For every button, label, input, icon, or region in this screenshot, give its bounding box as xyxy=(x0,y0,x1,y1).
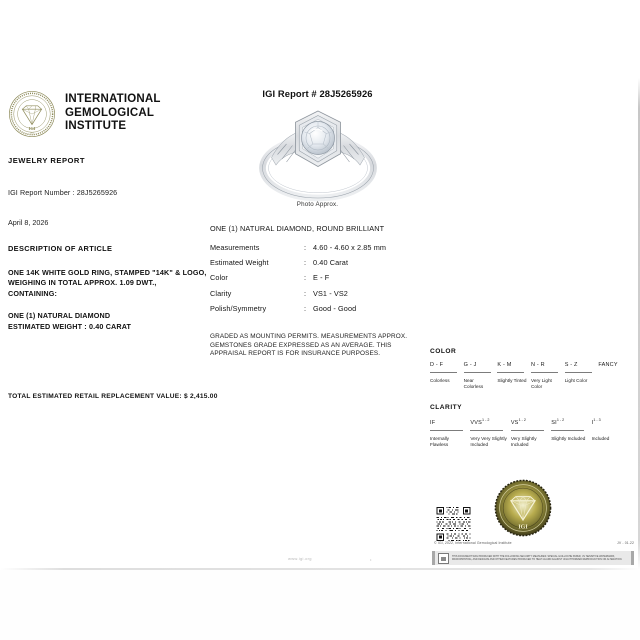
color-grade: K - M xyxy=(497,362,512,368)
color-grade: D - F xyxy=(430,362,444,368)
hologram-seal-icon xyxy=(492,478,554,538)
spec-separator: : xyxy=(304,258,307,268)
containing-line-1: ONE (1) NATURAL DIAMOND xyxy=(8,311,111,321)
stone-heading: ONE (1) NATURAL DIAMOND, ROUND BRILLIANT xyxy=(210,224,385,233)
org-line-2: GEMOLOGICAL xyxy=(65,106,155,119)
spec-label: Clarity xyxy=(210,288,232,298)
divider xyxy=(470,430,503,431)
color-grade-description: Near Colorless xyxy=(463,378,484,390)
spec-value: Good - Good xyxy=(313,303,357,313)
report-center-column xyxy=(210,88,425,359)
clarity-scale-column xyxy=(470,418,510,448)
disclaimer-line-3: APPRAISAL REPORT IS FOR INSURANCE PURPOSES. xyxy=(210,350,381,358)
divider xyxy=(430,430,463,431)
color-grade-description: Slightly Tinted xyxy=(497,378,527,383)
report-number-line: IGI Report Number : 28J5265926 xyxy=(8,188,118,197)
clarity-grade-range: 1 - 3 xyxy=(593,418,601,423)
color-grade: N - R xyxy=(531,362,545,368)
containing-block xyxy=(8,311,208,332)
table-row xyxy=(210,301,425,316)
color-grade: G - J xyxy=(463,362,477,368)
table-row xyxy=(210,270,425,285)
spec-label: Estimated Weight xyxy=(210,258,269,268)
clarity-grade xyxy=(470,418,507,426)
security-shield-icon xyxy=(438,553,449,564)
clarity-scale-title: CLARITY xyxy=(430,404,463,412)
disclaimer-line-1: GRADED AS MOUNTING PERMITS. MEASUREMENTS APPROX. xyxy=(210,332,408,340)
clarity-grade-text: SI xyxy=(551,420,557,427)
clarity-scale-column xyxy=(592,418,632,448)
clarity-grade-description: Very Slightly Included xyxy=(510,436,537,448)
description-line-1: ONE 14K WHITE GOLD RING, STAMPED "14K" & LOGO, xyxy=(8,268,207,277)
form-code: JV - 01.22 xyxy=(617,541,634,545)
clarity-grade-description: Slightly Included xyxy=(551,436,586,442)
article-description xyxy=(8,268,208,299)
description-heading: DESCRIPTION OF ARTICLE xyxy=(8,244,113,253)
clarity-scale-column xyxy=(430,418,470,448)
color-scale-column xyxy=(598,362,632,390)
color-grade-description: Colorless xyxy=(430,378,450,383)
color-grade: FANCY xyxy=(598,362,618,368)
clarity-grade-range: 1 - 2 xyxy=(518,418,526,423)
qr-code[interactable] xyxy=(434,506,473,542)
org-line-3: INSTITUTE xyxy=(65,120,127,133)
table-row xyxy=(210,240,425,255)
clarity-grade xyxy=(592,418,629,426)
website-separator-dot: • xyxy=(370,557,372,562)
divider xyxy=(430,372,457,373)
footer-copyright-row xyxy=(434,541,634,545)
clarity-grade-description: Internally Flawless xyxy=(430,436,450,448)
svg-text:IGI: IGI xyxy=(518,524,528,531)
divider xyxy=(531,372,558,373)
clarity-scale-column xyxy=(551,418,591,448)
divider xyxy=(551,430,584,431)
divider xyxy=(464,372,491,373)
spec-separator: : xyxy=(304,288,307,298)
color-grade-description: Very Light Color xyxy=(531,378,552,390)
color-scale-title: COLOR xyxy=(430,348,457,355)
svg-text:IGI: IGI xyxy=(28,125,36,131)
color-scale-grades xyxy=(430,362,632,390)
color-grade-description: Light Color xyxy=(564,378,588,383)
spec-value: 0.40 Carat xyxy=(313,258,349,268)
organization-name xyxy=(65,90,161,134)
spec-separator: : xyxy=(304,243,307,253)
table-row xyxy=(210,286,425,301)
divider xyxy=(565,372,592,373)
spec-separator: : xyxy=(304,273,307,283)
disclaimer-text xyxy=(210,333,425,359)
disclaimer-line-2: GEMSTONES GRADE EXPRESSED AS AN AVERAGE. THIS xyxy=(210,341,392,349)
clarity-grade xyxy=(430,418,467,426)
table-row xyxy=(210,255,425,270)
clarity-scale-block xyxy=(430,404,632,448)
clarity-scale-column xyxy=(511,418,551,448)
description-line-2: WEIGHING IN TOTAL APPROX. 1.09 DWT., xyxy=(8,278,157,288)
clarity-scale-grades xyxy=(430,418,632,448)
clarity-grade-text: I xyxy=(591,420,594,427)
clarity-grade-description: Included xyxy=(591,436,610,442)
copyright-text: © IGI, 2022, International Gemological Institute xyxy=(434,541,512,545)
ring-image xyxy=(243,99,393,204)
website-url: www.igi.org xyxy=(288,556,312,561)
spec-value: VS1 - VS2 xyxy=(313,288,348,298)
description-line-3: CONTAINING: xyxy=(8,288,58,298)
color-scale-block xyxy=(430,348,632,390)
color-scale-column xyxy=(565,362,599,390)
total-estimated-value: TOTAL ESTIMATED RETAIL REPLACEMENT VALUE: $ 2,415.00 xyxy=(8,393,218,400)
divider xyxy=(497,372,524,373)
report-date: April 8, 2026 xyxy=(8,218,49,227)
color-scale-column xyxy=(430,362,464,390)
spec-rows xyxy=(210,240,425,316)
report-right-column xyxy=(430,348,632,449)
clarity-grade-description: Very Very Slightly Included xyxy=(470,436,507,448)
photo-caption: Photo Approx. xyxy=(296,201,339,208)
clarity-grade-text: VVS xyxy=(470,420,483,427)
svg-text:1975: 1975 xyxy=(29,132,35,135)
clarity-grade xyxy=(511,418,548,426)
spec-label: Measurements xyxy=(210,243,260,253)
diamond-specifications-table xyxy=(210,240,425,316)
security-notice-bar xyxy=(432,551,634,565)
igi-seal-logo-icon xyxy=(8,90,56,138)
color-scale-column xyxy=(464,362,498,390)
spec-value: E - F xyxy=(313,273,330,283)
clarity-grade-text: IF xyxy=(430,420,436,427)
org-line-1: INTERNATIONAL xyxy=(65,93,161,105)
report-left-column xyxy=(8,90,208,332)
divider xyxy=(511,430,544,431)
clarity-grade-range: 1 - 2 xyxy=(482,418,490,423)
clarity-grade-text: VS xyxy=(510,420,519,427)
report-type-label: JEWELRY REPORT xyxy=(8,156,86,165)
color-scale-column xyxy=(497,362,531,390)
color-grade: S - Z xyxy=(564,362,578,368)
spec-label: Color xyxy=(210,273,228,283)
report-title: IGI Report # 28J5265926 xyxy=(262,88,373,99)
ring-photograph xyxy=(210,105,425,197)
spec-value: 4.60 - 4.60 x 2.85 mm xyxy=(313,243,387,253)
containing-line-2: ESTIMATED WEIGHT : 0.40 CARAT xyxy=(8,321,132,331)
spec-separator: : xyxy=(304,303,307,313)
clarity-grade-range: 1 - 2 xyxy=(556,418,565,423)
security-notice-text: THIS DOCUMENT WAS PRODUCED WITH THE FOLLOWING SECURITY MEASURES: SPECIAL GUILLOCHE PAPER, UV SENSITIVE WATERMARK, MICROPRINTING, AND DESIGNS AND OTHER FEATURES PRODUCED TO HELP GUARD AGAINST UNAUTHORIZED REPRODUCTION OR ALTERATION. xyxy=(452,554,623,561)
spec-label: Polish/Symmetry xyxy=(210,303,267,313)
brand-header xyxy=(8,90,208,138)
clarity-grade xyxy=(551,418,588,426)
color-scale-column xyxy=(531,362,565,390)
